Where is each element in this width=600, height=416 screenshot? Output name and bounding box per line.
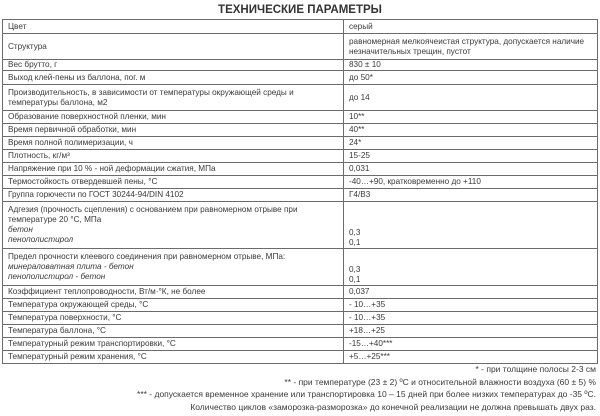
parameter-value: 830 ± 10: [349, 60, 381, 69]
parameter-label: Температура окружающей среды, °С: [8, 300, 149, 309]
parameter-label: Температурный режим хранения, °С: [8, 352, 147, 361]
table-row: [3, 351, 598, 364]
value-cell: [344, 163, 598, 176]
parameter-value: 0,037: [349, 287, 370, 296]
parameter-label: Адгезия (прочность сцепления) с основанием при равномерном отрыве при температуре 20 °С, МПа: [8, 205, 298, 224]
value-cell: [344, 286, 598, 299]
parameter-label: Производительность, в зависимости от температуры окружающей среды и температуры баллона, м2: [8, 87, 294, 107]
value-cell: [344, 71, 598, 85]
parameter-value: 0,031: [349, 164, 370, 173]
parameter-cell: [3, 163, 344, 176]
parameter-cell: [3, 150, 344, 163]
parameter-label: Предел прочности клеевого соединения при равномерном отрыве, МПа:: [8, 252, 286, 261]
parameter-cell: [3, 325, 344, 338]
parameter-label: Выход клей-пены из баллона, пог. м: [8, 72, 146, 82]
parameter-value: до 14: [349, 92, 370, 102]
value-cell: [344, 202, 598, 249]
table-row: [3, 299, 598, 312]
parameter-label: Напряжение при 10 % - ной деформации сжатия, МПа: [8, 164, 216, 173]
parameter-value: -15…+40***: [349, 339, 393, 348]
parameter-value: 10**: [349, 112, 365, 121]
parameter-cell: [3, 60, 344, 71]
parameter-label: Коэффициент теплопроводности, Вт/м·°К, не более: [8, 287, 206, 296]
parameter-cell: [3, 34, 344, 60]
value-cell: [344, 299, 598, 312]
value-cell: [344, 338, 598, 351]
parameter-value: равномерная мелкоячеистая структура, допускается наличие незначительных трещин, пустот: [349, 36, 585, 56]
parameter-value: - 10…+35: [349, 300, 386, 309]
parameter-cell: [3, 85, 344, 111]
sub-parameter-label: бетон: [8, 225, 33, 234]
parameter-cell: [3, 111, 344, 124]
parameter-label: Цвет: [8, 21, 27, 31]
sub-parameter-value: 0,3: [349, 228, 361, 237]
parameter-cell: [3, 338, 344, 351]
table-row: [3, 249, 598, 286]
sub-parameter-label: минераловатная плита - бетон: [8, 262, 134, 271]
parameter-label: Время первичной обработки, мин: [8, 125, 137, 134]
parameter-cell: [3, 286, 344, 299]
value-cell: [344, 176, 598, 189]
table-row: [3, 202, 598, 249]
parameter-cell: [3, 176, 344, 189]
sub-parameter-value: 0,3: [349, 265, 361, 274]
parameter-label: Плотность, кг/м³: [8, 151, 70, 160]
value-cell: [344, 137, 598, 150]
table-row: [3, 150, 598, 163]
value-cell: [344, 150, 598, 163]
table-row: [3, 189, 598, 202]
value-cell: [344, 325, 598, 338]
table-row: [3, 286, 598, 299]
table-row: [3, 124, 598, 137]
parameter-label: Температура поверхности, °С: [8, 313, 122, 322]
parameter-value: -40…+90, кратковременно до +110: [349, 177, 481, 186]
value-cell: [344, 312, 598, 325]
parameter-label: Температурный режим транспортировки, °С: [8, 339, 176, 348]
parameter-cell: [3, 124, 344, 137]
parameter-cell: [3, 189, 344, 202]
parameter-label: Образование поверхностной пленки, мин: [8, 112, 166, 121]
table-row: [3, 60, 598, 71]
table-row: [3, 163, 598, 176]
parameter-cell: [3, 202, 344, 249]
table-row: [3, 20, 598, 34]
parameter-label: Время полной полимеризации, ч: [8, 138, 133, 147]
parameters-table: [2, 19, 598, 364]
value-cell: [344, 34, 598, 60]
table-row: [3, 111, 598, 124]
sub-parameter-label: пенополистирол: [8, 235, 74, 244]
parameter-value: - 10…+35: [349, 313, 386, 322]
sub-parameter-value: 0,1: [349, 238, 361, 247]
parameter-value: Г4/В3: [349, 190, 371, 199]
value-cell: [344, 60, 598, 71]
parameters-table-body: [3, 20, 598, 364]
parameter-cell: [3, 351, 344, 364]
parameter-label: Структура: [8, 41, 47, 51]
parameter-cell: [3, 137, 344, 150]
value-cell: [344, 124, 598, 137]
parameter-cell: [3, 20, 344, 34]
parameter-cell: [3, 71, 344, 85]
table-row: [3, 71, 598, 85]
value-cell: [344, 351, 598, 364]
parameter-value: серый: [349, 21, 373, 31]
footnote-2: ** - при температуре (23 ± 2) ºС и относительной влажности воздуха (60 ± 5) %: [284, 376, 596, 387]
table-row: [3, 325, 598, 338]
parameter-label: Термостойкость отвердевшей пены, °С: [8, 177, 158, 186]
table-row: [3, 176, 598, 189]
value-cell: [344, 20, 598, 34]
footnote-1: * - при толщине полосы 2-3 см: [475, 364, 596, 374]
parameter-value: 24*: [349, 138, 362, 147]
table-row: [3, 34, 598, 60]
parameter-label: Температура баллона, °С: [8, 326, 106, 335]
table-row: [3, 338, 598, 351]
table-row: [3, 312, 598, 325]
footnote-3: *** - допускается временное хранение или транспортировка 10 – 15 дней при более низких температурах до -35 ºС.: [137, 389, 596, 399]
parameter-value: 15-25: [349, 151, 370, 160]
sub-parameter-label: пенополистирол - бетон: [8, 272, 106, 281]
parameter-cell: [3, 299, 344, 312]
value-cell: [344, 111, 598, 124]
parameter-value: 40**: [349, 125, 365, 134]
value-cell: [344, 249, 598, 286]
parameter-cell: [3, 249, 344, 286]
sub-parameter-value: 0,1: [349, 275, 361, 284]
parameter-value: +5…+25***: [349, 352, 390, 361]
parameter-label: Вес брутто, г: [8, 60, 58, 69]
value-cell: [344, 85, 598, 111]
footnotes: [6, 363, 596, 413]
footnote-4: Количество циклов «заморозка-разморозка» до конечной реализации не должна превышать двух раз.: [190, 401, 596, 412]
table-row: [3, 137, 598, 150]
value-cell: [344, 189, 598, 202]
page-title: ТЕХНИЧЕСКИЕ ПАРАМЕТРЫ: [218, 4, 382, 16]
parameter-value: +18…+25: [349, 326, 385, 335]
table-row: [3, 85, 598, 111]
parameter-cell: [3, 312, 344, 325]
parameter-label: Группа горючести по ГОСТ 30244-94/DIN 4102: [8, 190, 184, 199]
parameter-value: до 50*: [349, 72, 373, 82]
